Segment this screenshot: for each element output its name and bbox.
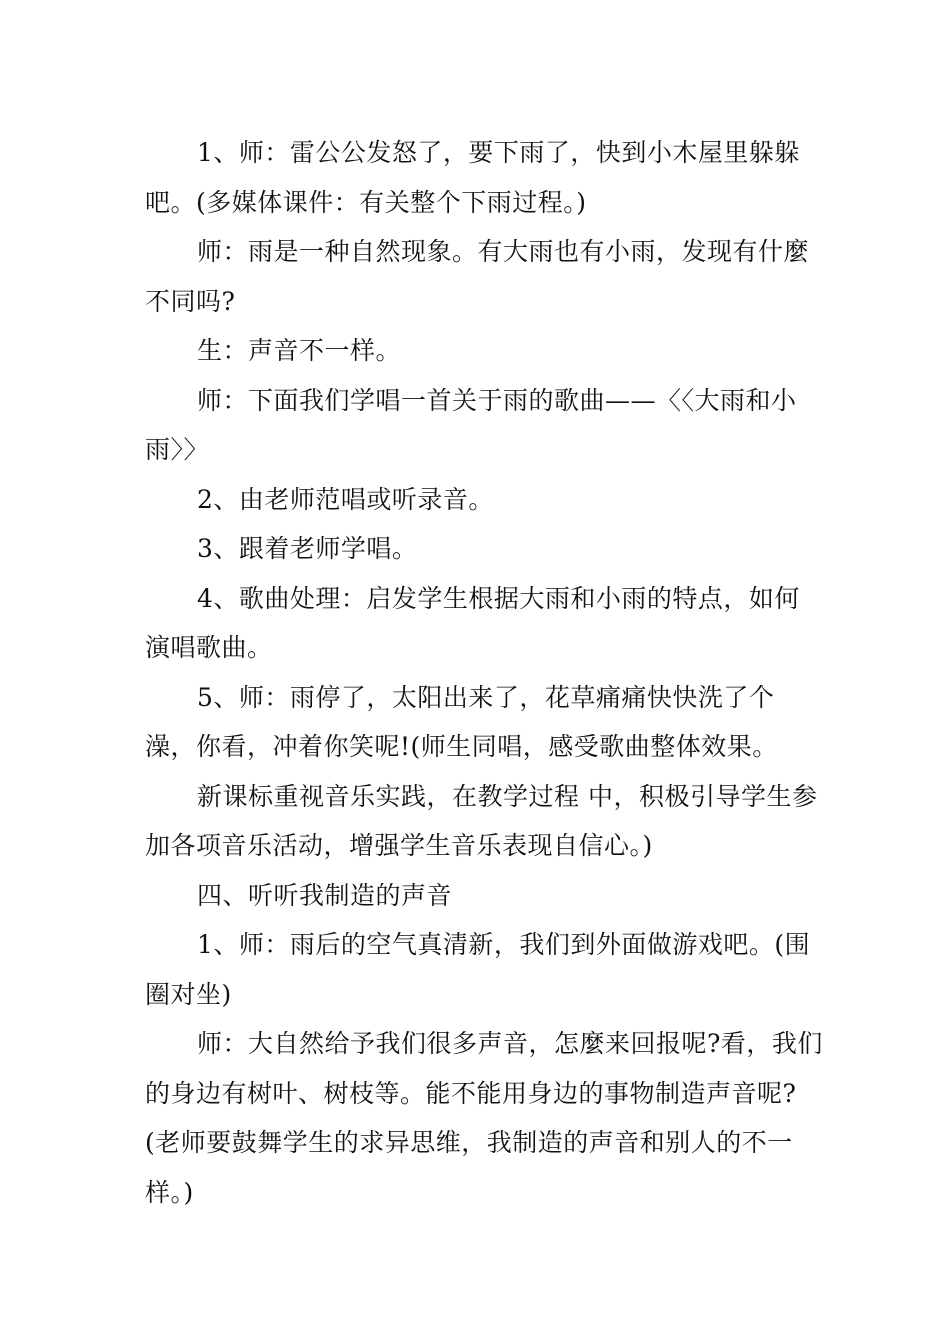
paragraph-1: 1、师：雷公公发怒了，要下雨了，快到小木屋里躲躲吧。(多媒体课件：有关整个下雨过程。) bbox=[145, 138, 800, 217]
section-heading-4: 四、听听我制造的声音 bbox=[197, 880, 453, 910]
paragraph-6: 3、跟着老师学唱。 bbox=[197, 534, 418, 563]
paragraph-3: 生：声音不一样。 bbox=[197, 336, 402, 365]
paragraph-4: 师：下面我们学唱一首关于雨的歌曲——〈〈大雨和小雨〉〉 bbox=[145, 385, 797, 464]
paragraph-10: 1、师：雨后的空气真清新，我们到外面做游戏吧。(围圈对坐) bbox=[145, 930, 811, 1009]
paragraph-8: 5、师：雨停了，太阳出来了，花草痛痛快快洗了个澡，你看，冲着你笑呢!(师生同唱，感受歌曲整体效果。 bbox=[145, 682, 778, 761]
document-body bbox=[145, 128, 825, 1217]
paragraph-9: 新课标重视音乐实践，在教学过程 中，积极引导学生参加各项音乐活动，增强学生音乐表现自信心。) bbox=[145, 781, 818, 860]
paragraph-5: 2、由老师范唱或听录音。 bbox=[197, 484, 494, 514]
paragraph-7: 4、歌曲处理：启发学生根据大雨和小雨的特点，如何演唱歌曲。 bbox=[145, 583, 800, 662]
paragraph-2: 师：雨是一种自然现象。有大雨也有小雨，发现有什麼不同吗? bbox=[145, 237, 810, 316]
paragraph-11: 师：大自然给予我们很多声音，怎麼来回报呢?看，我们的身边有树叶、树枝等。能不能用身边的事物制造声音呢?(老师要鼓舞学生的求异思维，我制造的声音和别人的不一样。) bbox=[145, 1029, 823, 1207]
